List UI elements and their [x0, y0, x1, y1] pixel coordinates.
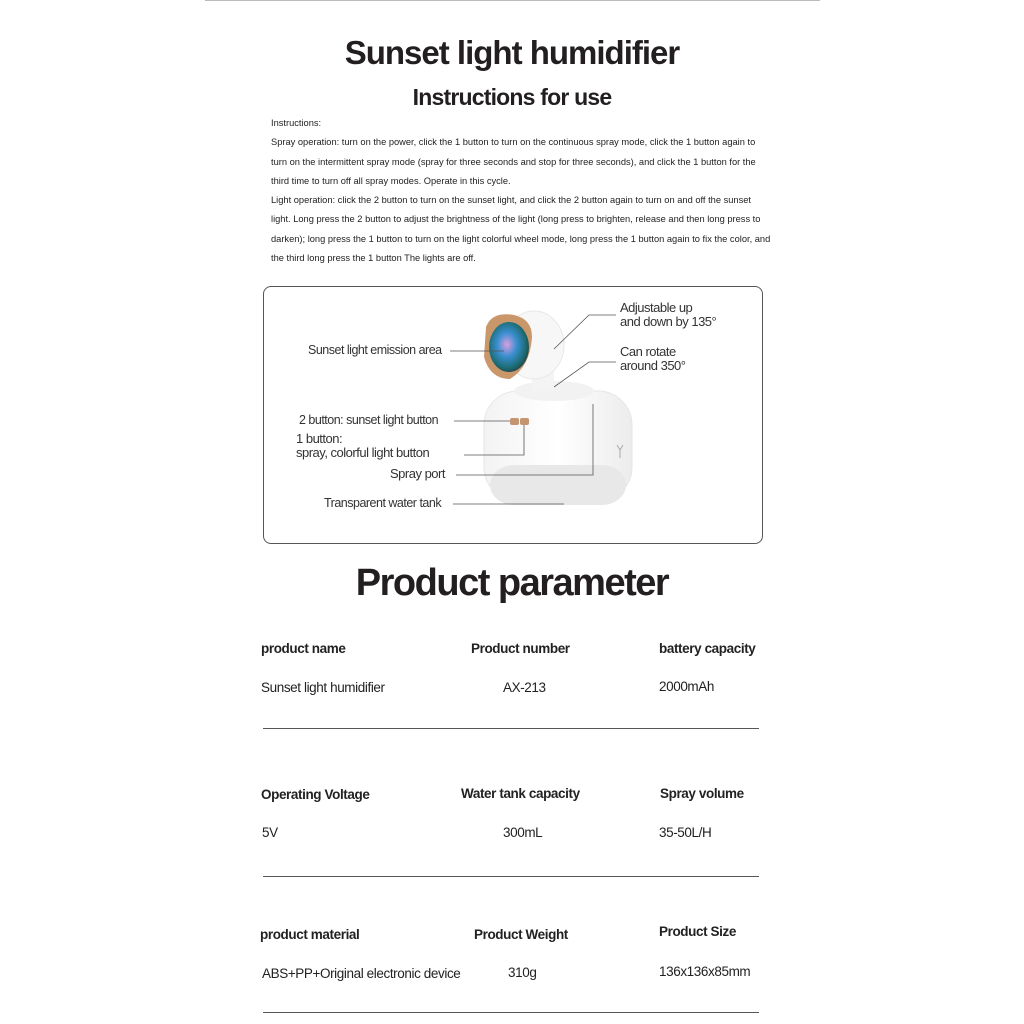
product-diagram — [263, 286, 763, 544]
param-header: product material — [260, 927, 360, 942]
param-value: 300mL — [503, 825, 543, 840]
param-value: ABS+PP+Original electronic device — [262, 966, 461, 981]
label-emission-area: Sunset light emission area — [308, 343, 442, 357]
param-value: 136x136x85mm — [659, 964, 751, 979]
row-divider — [263, 728, 759, 729]
page-subtitle: Instructions for use — [412, 84, 612, 110]
param-header: product name — [261, 641, 346, 656]
label-button-2: 2 button: sunset light button — [299, 413, 439, 427]
label-adjustable: Adjustable up and down by 135° — [620, 300, 717, 329]
param-header: Product number — [471, 641, 570, 656]
page-title: Sunset light humidifier — [344, 34, 680, 71]
param-value: 310g — [508, 965, 537, 980]
spray-operation-text: Spray operation: turn on the power, click the 1 button to turn on the continuous spray mode, click the 1 button again to turn on the intermittent spray mode (spray for three seconds and stop for three seconds), and click the 1 button for the third time to turn off all spray modes. Operate in this cycle. — [271, 137, 756, 186]
light-operation-text: Light operation: click the 2 button to turn on the sunset light, and click the 2 button again to turn on and off the sunset light. Long press the 2 button to adjust the brightness of the light (long press to brighten, release and then long press to darken); long press the 1 button to turn on the light colorful wheel mode, long press the 1 button again to fix the color, and the third long press the 1 button The lights are off. — [271, 195, 771, 264]
instructions-heading: Instructions: — [271, 118, 322, 128]
param-value: Sunset light humidifier — [261, 680, 385, 695]
label-water-tank: Transparent water tank — [324, 496, 442, 510]
row-divider — [263, 876, 759, 877]
instructions-text — [271, 114, 771, 268]
label-button-1: 1 button: spray, colorful light button — [296, 431, 430, 460]
param-header: Spray volume — [660, 786, 744, 801]
label-spray-port: Spray port — [390, 466, 445, 481]
param-value: 35-50L/H — [659, 825, 712, 840]
param-header: Water tank capacity — [461, 786, 580, 801]
parameter-title: Product parameter — [355, 562, 669, 604]
param-value: 5V — [262, 825, 278, 840]
param-header: Operating Voltage — [261, 787, 370, 802]
param-header: Product Weight — [474, 927, 568, 942]
param-header: battery capacity — [659, 641, 756, 656]
param-value: AX-213 — [503, 680, 546, 695]
row-divider — [263, 1012, 759, 1013]
param-header: Product Size — [659, 924, 736, 939]
label-rotate: Can rotate around 350° — [620, 344, 686, 373]
param-value: 2000mAh — [659, 679, 714, 694]
top-divider — [205, 0, 820, 1]
